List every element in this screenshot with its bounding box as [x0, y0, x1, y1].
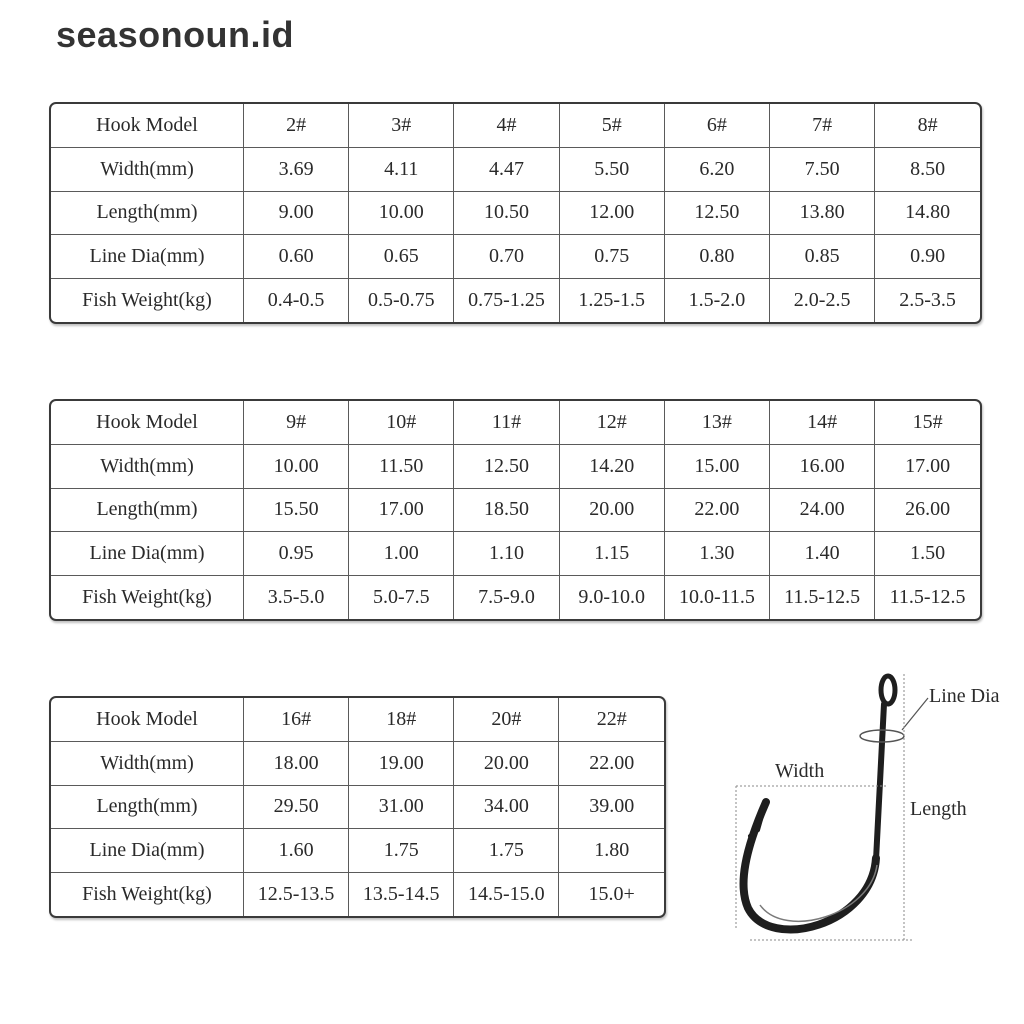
table-cell: 1.5-2.0 [664, 279, 769, 322]
table-cell: 9.00 [244, 191, 349, 235]
table-row [51, 532, 980, 576]
line-dia-marker [860, 698, 928, 742]
table-cell: 1.50 [875, 532, 980, 576]
width-dimension [736, 786, 888, 930]
table-cell: 5.0-7.5 [349, 576, 454, 619]
table-cell: 24.00 [770, 488, 875, 532]
table-cell: 1.15 [559, 532, 664, 576]
row-label-cell: Line Dia(mm) [51, 235, 244, 279]
hook-model-cell: 5# [559, 104, 664, 147]
table-cell: 12.50 [664, 191, 769, 235]
table-cell: 14.20 [559, 444, 664, 488]
table-row [51, 785, 664, 829]
table-cell: 22.00 [664, 488, 769, 532]
table-cell: 20.00 [454, 741, 559, 785]
table-cell: 4.11 [349, 147, 454, 191]
table-row [51, 279, 980, 322]
table-cell: 8.50 [875, 147, 980, 191]
table-row [51, 829, 664, 873]
hook-model-cell: 14# [770, 401, 875, 444]
table-cell: 10.00 [349, 191, 454, 235]
table-cell: 34.00 [454, 785, 559, 829]
spec-table [51, 104, 980, 322]
hook-model-cell: 18# [349, 698, 454, 741]
table-cell: 15.00 [664, 444, 769, 488]
table-cell: 15.0+ [588, 883, 635, 906]
table-cell: 5.50 [559, 147, 664, 191]
table-cell: 14.80 [875, 191, 980, 235]
table-cell: 1.75 [454, 829, 559, 873]
table-cell: 29.50 [244, 785, 349, 829]
hook-model-cell: 9# [244, 401, 349, 444]
row-label-cell: Hook Model [51, 698, 244, 741]
table-cell: 0.5-0.75 [349, 279, 454, 322]
row-label-cell: Width(mm) [51, 147, 244, 191]
hook-model-cell: 6# [664, 104, 769, 147]
table-cell: 0.85 [770, 235, 875, 279]
table-cell: 13.5-14.5 [349, 873, 454, 916]
table-cell: 12.50 [454, 444, 559, 488]
hook-model-cell: 2# [244, 104, 349, 147]
hook-model-cell: 15# [875, 401, 980, 444]
width-label: Width [775, 760, 825, 782]
table-cell: 1.60 [244, 829, 349, 873]
table-cell: 6.20 [664, 147, 769, 191]
row-label-cell: Fish Weight(kg) [51, 873, 244, 916]
table-cell: 31.00 [349, 785, 454, 829]
table-row [51, 444, 980, 488]
table-cell: 0.75 [559, 235, 664, 279]
table-cell: 10.50 [454, 191, 559, 235]
line-dia-label: Line Dia [929, 685, 1000, 707]
hook-diagram [700, 660, 1020, 960]
row-label-cell: Width(mm) [51, 444, 244, 488]
hook-model-cell: 3# [349, 104, 454, 147]
table-cell: 7.50 [770, 147, 875, 191]
table-row [51, 576, 980, 619]
hook-model-cell: 10# [349, 401, 454, 444]
table-cell: 1.30 [664, 532, 769, 576]
table-cell: 1.40 [770, 532, 875, 576]
table-cell: 0.80 [664, 235, 769, 279]
table-cell: 3.5-5.0 [244, 576, 349, 619]
hook-diagram-svg [700, 660, 1020, 960]
table-cell: 13.80 [770, 191, 875, 235]
row-label-cell: Length(mm) [51, 191, 244, 235]
table-row [51, 235, 980, 279]
hook-model-cell: 7# [770, 104, 875, 147]
table-cell: 1.80 [559, 829, 664, 873]
hook-model-cell: 12# [559, 401, 664, 444]
table-cell: 11.5-12.5 [770, 576, 875, 619]
length-label: Length [910, 798, 967, 820]
table-header-row [51, 698, 664, 741]
table-cell: 16.00 [770, 444, 875, 488]
table-cell: 0.90 [875, 235, 980, 279]
table-row [51, 147, 980, 191]
table-cell: 9.0-10.0 [559, 576, 664, 619]
length-dimension [750, 674, 914, 942]
table-cell: 26.00 [875, 488, 980, 532]
hook-spec-table-1 [49, 102, 982, 324]
table-cell: 17.00 [875, 444, 980, 488]
table-row [51, 873, 664, 916]
table-row [51, 488, 980, 532]
table-cell: 3.69 [244, 147, 349, 191]
table-cell: 0.95 [244, 532, 349, 576]
table-cell: 1.75 [349, 829, 454, 873]
table-row [51, 741, 664, 785]
hook-model-cell: 16# [244, 698, 349, 741]
fishing-hook-icon [744, 676, 895, 929]
hook-model-cell: 4# [454, 104, 559, 147]
hook-model-cell: 11# [454, 401, 559, 444]
table-header-row [51, 104, 980, 147]
row-label-cell: Fish Weight(kg) [51, 279, 244, 322]
table-cell: 7.5-9.0 [454, 576, 559, 619]
table-cell: 1.25-1.5 [559, 279, 664, 322]
row-label-cell: Length(mm) [51, 785, 244, 829]
table-cell: 10.0-11.5 [664, 576, 769, 619]
table-cell: 0.65 [349, 235, 454, 279]
table-cell: 0.70 [454, 235, 559, 279]
table-cell: 0.4-0.5 [244, 279, 349, 322]
table-header-row [51, 401, 980, 444]
table-cell: 11.50 [349, 444, 454, 488]
hook-model-cell: 20# [454, 698, 559, 741]
table-cell: 12.00 [559, 191, 664, 235]
table-cell: 12.5-13.5 [244, 873, 349, 916]
table-cell: 14.5-15.0 [454, 873, 559, 916]
table-cell: 0.75-1.25 [454, 279, 559, 322]
table-row [51, 191, 980, 235]
table-cell: 39.00 [559, 785, 664, 829]
table-cell: 1.10 [454, 532, 559, 576]
table-cell: 18.00 [244, 741, 349, 785]
spec-table [51, 401, 980, 619]
table-cell: 0.60 [244, 235, 349, 279]
table-cell: 2.5-3.5 [899, 289, 956, 312]
hook-spec-table-2 [49, 399, 982, 621]
table-cell: 2.0-2.5 [770, 279, 875, 322]
hook-model-cell: 8# [875, 104, 980, 147]
table-cell: 1.00 [349, 532, 454, 576]
table-cell: 22.00 [559, 741, 664, 785]
table-cell: 15.50 [244, 488, 349, 532]
row-label-cell: Hook Model [51, 401, 244, 444]
table-cell: 10.00 [244, 444, 349, 488]
row-label-cell: Length(mm) [51, 488, 244, 532]
table-cell: 17.00 [349, 488, 454, 532]
row-label-cell: Line Dia(mm) [51, 532, 244, 576]
row-label-cell: Fish Weight(kg) [51, 576, 244, 619]
brand-logo-text: seasonoun.id [56, 14, 295, 55]
table-cell: 4.47 [454, 147, 559, 191]
table-cell: 11.5-12.5 [889, 586, 966, 609]
table-cell: 20.00 [559, 488, 664, 532]
table-cell: 19.00 [349, 741, 454, 785]
spec-table [51, 698, 664, 916]
hook-spec-table-3 [49, 696, 666, 918]
row-label-cell: Width(mm) [51, 741, 244, 785]
row-label-cell: Line Dia(mm) [51, 829, 244, 873]
hook-model-cell: 22# [559, 698, 664, 741]
hook-model-cell: 13# [664, 401, 769, 444]
row-label-cell: Hook Model [51, 104, 244, 147]
table-cell: 18.50 [454, 488, 559, 532]
